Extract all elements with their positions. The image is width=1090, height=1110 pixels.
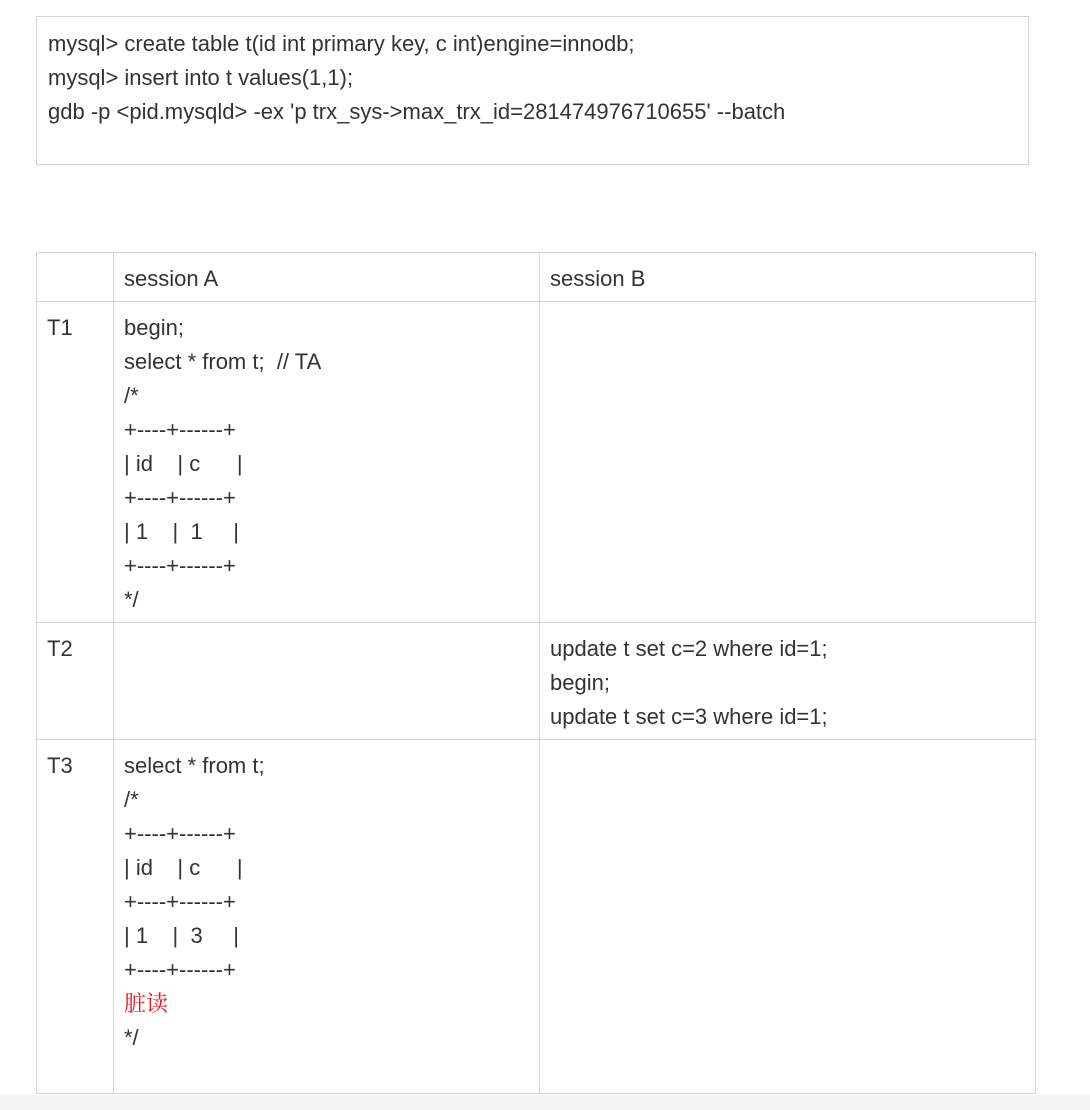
sql-line: begin; [124,315,184,340]
time-cell: T3 [37,740,114,1094]
result-border-line: +----+------+ [124,485,236,510]
session-b-cell [540,302,1036,623]
sql-line: begin; [550,670,610,695]
time-cell: T2 [37,623,114,740]
result-border-line: +----+------+ [124,821,236,846]
dirty-read-label: 脏读 [124,991,169,1016]
table-header-row [37,253,1036,302]
sql-line: update t set c=3 where id=1; [550,704,828,729]
session-a-cell [114,623,540,740]
table-row [37,623,1036,740]
comment-line: /* [124,787,139,812]
result-header-line: | id | c | [124,451,243,476]
comment-line: /* [124,383,139,408]
code-line: gdb -p <pid.mysqld> -ex 'p trx_sys->max_trx_id=281474976710655' --batch [48,99,786,124]
result-border-line: +----+------+ [124,417,236,442]
comment-line: */ [124,587,139,612]
result-header-line: | id | c | [124,855,243,880]
setup-code-block [36,16,1029,165]
session-b-cell [540,740,1036,1094]
comment-line: */ [124,1025,139,1050]
table-row [37,302,1036,623]
result-value-line: | 1 | 3 | [124,923,239,948]
page-footer-strip [0,1095,1090,1110]
sql-line: select * from t; [124,753,265,778]
session-a-cell [114,740,540,1094]
code-line: mysql> create table t(id int primary key, c int)engine=innodb; [48,31,635,56]
table-row [37,740,1036,1094]
result-border-line: +----+------+ [124,553,236,578]
result-value-line: | 1 | 1 | [124,519,239,544]
result-border-line: +----+------+ [124,957,236,982]
header-session-b: session B [540,253,1036,302]
sql-line: update t set c=2 where id=1; [550,636,828,661]
session-a-cell [114,302,540,623]
session-timeline-table [36,252,1036,1094]
time-cell: T1 [37,302,114,623]
result-border-line: +----+------+ [124,889,236,914]
header-session-a: session A [114,253,540,302]
sql-line: select * from t; // TA [124,349,322,374]
session-b-cell [540,623,1036,740]
header-time-cell [37,253,114,302]
code-line: mysql> insert into t values(1,1); [48,65,354,90]
